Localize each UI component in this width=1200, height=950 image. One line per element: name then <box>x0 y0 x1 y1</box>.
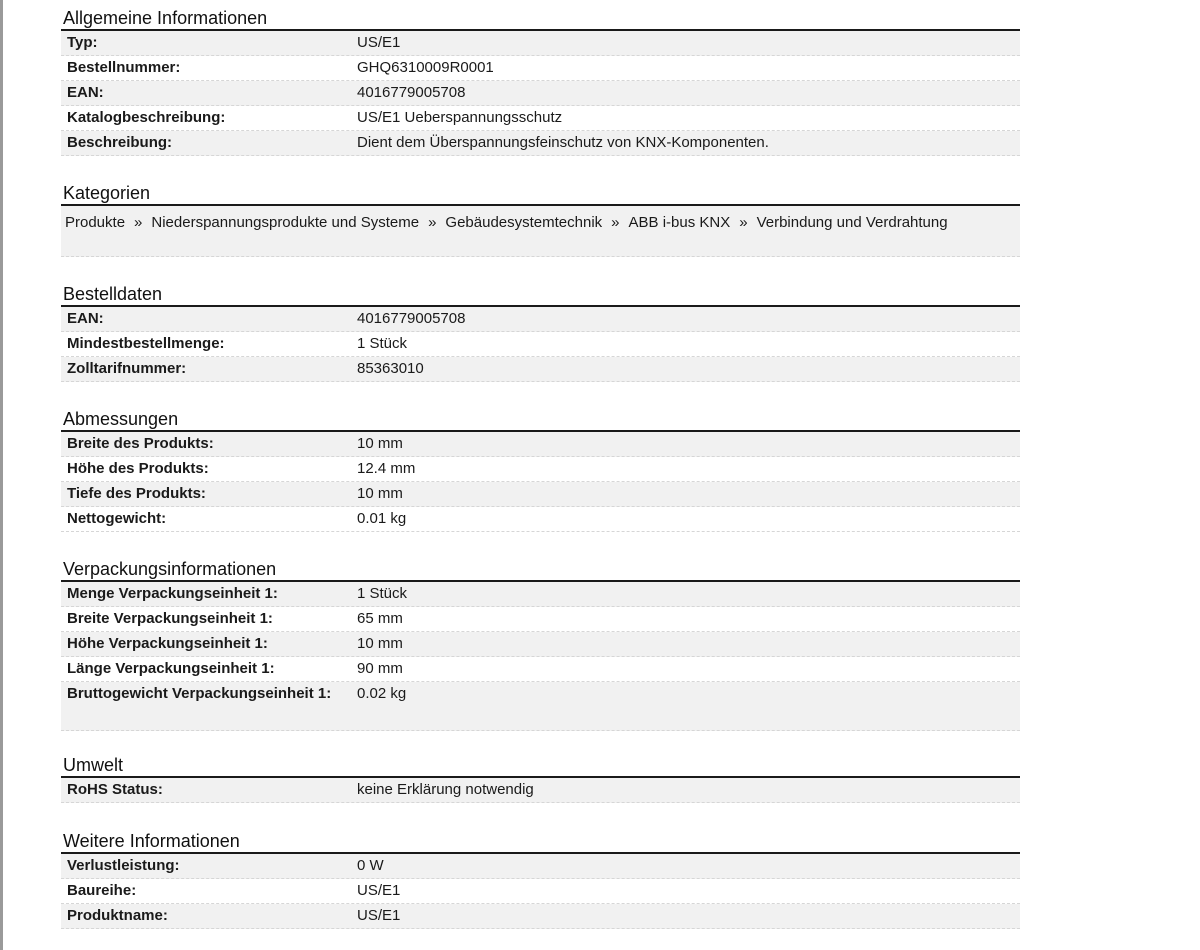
breadcrumb-separator: » <box>611 214 620 231</box>
row-value: 10 mm <box>357 435 403 452</box>
row-label: Breite Verpackungseinheit 1: <box>67 610 273 627</box>
section-title: Umwelt <box>61 753 1020 778</box>
breadcrumb-item[interactable]: Niederspannungsprodukte und Systeme <box>151 214 420 231</box>
table-row <box>61 682 1020 731</box>
breadcrumb-item[interactable]: Produkte <box>65 214 126 231</box>
row-value: 0.02 kg <box>357 685 407 702</box>
section-title: Kategorien <box>61 181 1020 206</box>
section-title: Bestelldaten <box>61 282 1020 307</box>
row-label: Katalogbeschreibung: <box>67 109 226 126</box>
row-label: Breite des Produkts: <box>67 435 214 452</box>
row-label: Baureihe: <box>67 882 137 899</box>
table-row <box>61 778 1020 803</box>
table-row <box>61 106 1020 131</box>
row-value: 0 W <box>357 857 384 874</box>
section-verpackungsinformationen <box>61 553 1020 731</box>
section-abmessungen <box>61 403 1020 532</box>
table-row <box>61 657 1020 682</box>
section-kategorien <box>61 177 1020 257</box>
table-row <box>61 632 1020 657</box>
row-label: Menge Verpackungseinheit 1: <box>67 585 278 602</box>
row-value: 1 Stück <box>357 585 408 602</box>
row-value: 10 mm <box>357 485 403 502</box>
section-bestelldaten <box>61 278 1020 382</box>
row-label: Beschreibung: <box>67 134 173 151</box>
section-umwelt <box>61 749 1020 803</box>
row-value: 85363010 <box>357 360 424 377</box>
section-title: Verpackungsinformationen <box>61 557 1020 582</box>
row-value: 1 Stück <box>357 335 408 352</box>
section-title: Weitere Informationen <box>61 829 1020 854</box>
row-label: Höhe Verpackungseinheit 1: <box>67 635 268 652</box>
row-value: 12.4 mm <box>357 460 416 477</box>
row-value: US/E1 <box>357 34 401 51</box>
row-value: 10 mm <box>357 635 403 652</box>
row-value: 0.01 kg <box>357 510 407 527</box>
row-label: EAN: <box>67 84 104 101</box>
row-label: Produktname: <box>67 907 168 924</box>
table-row <box>61 904 1020 929</box>
table-row <box>61 607 1020 632</box>
row-value: 65 mm <box>357 610 403 627</box>
row-label: Tiefe des Produkts: <box>67 485 206 502</box>
row-value: US/E1 Ueberspannungsschutz <box>357 109 563 126</box>
table-row <box>61 31 1020 56</box>
row-label: Länge Verpackungseinheit 1: <box>67 660 275 677</box>
row-value: Dient dem Überspannungsfeinschutz von KNX-Komponenten. <box>357 134 769 151</box>
breadcrumb-separator: » <box>134 214 143 231</box>
row-label: Bestellnummer: <box>67 59 181 76</box>
table-row <box>61 457 1020 482</box>
table-row <box>61 482 1020 507</box>
row-label: Bruttogewicht Verpackungseinheit 1: <box>67 685 332 702</box>
category-breadcrumb <box>61 206 1020 257</box>
section-title: Abmessungen <box>61 407 1020 432</box>
breadcrumb-separator: » <box>739 214 748 231</box>
table-row <box>61 131 1020 156</box>
breadcrumb-item[interactable]: Gebäudesystemtechnik <box>445 214 603 231</box>
table-row <box>61 332 1020 357</box>
table-row <box>61 432 1020 457</box>
row-value: GHQ6310009R0001 <box>357 59 494 76</box>
table-row <box>61 854 1020 879</box>
table-row <box>61 879 1020 904</box>
row-value: US/E1 <box>357 907 401 924</box>
page-left-border <box>0 0 3 950</box>
table-row <box>61 582 1020 607</box>
table-row <box>61 81 1020 106</box>
row-value: 4016779005708 <box>357 310 466 327</box>
breadcrumb-separator: » <box>428 214 437 231</box>
row-label: RoHS Status: <box>67 781 163 798</box>
row-label: Nettogewicht: <box>67 510 167 527</box>
table-row <box>61 307 1020 332</box>
breadcrumb-item[interactable]: ABB i-bus KNX <box>628 214 731 231</box>
table-row <box>61 507 1020 532</box>
row-value: 4016779005708 <box>357 84 466 101</box>
row-label: Zolltarifnummer: <box>67 360 187 377</box>
section-allgemeine-informationen <box>61 2 1020 156</box>
section-title: Allgemeine Informationen <box>61 6 1020 31</box>
section-weitere-informationen <box>61 825 1020 929</box>
table-row <box>61 357 1020 382</box>
row-value: keine Erklärung notwendig <box>357 781 534 798</box>
breadcrumb-item[interactable]: Verbindung und Verdrahtung <box>756 214 948 231</box>
table-row <box>61 56 1020 81</box>
row-label: Mindestbestellmenge: <box>67 335 225 352</box>
row-value: US/E1 <box>357 882 401 899</box>
row-label: EAN: <box>67 310 104 327</box>
row-label: Höhe des Produkts: <box>67 460 209 477</box>
row-label: Verlustleistung: <box>67 857 180 874</box>
row-label: Typ: <box>67 34 98 51</box>
row-value: 90 mm <box>357 660 403 677</box>
